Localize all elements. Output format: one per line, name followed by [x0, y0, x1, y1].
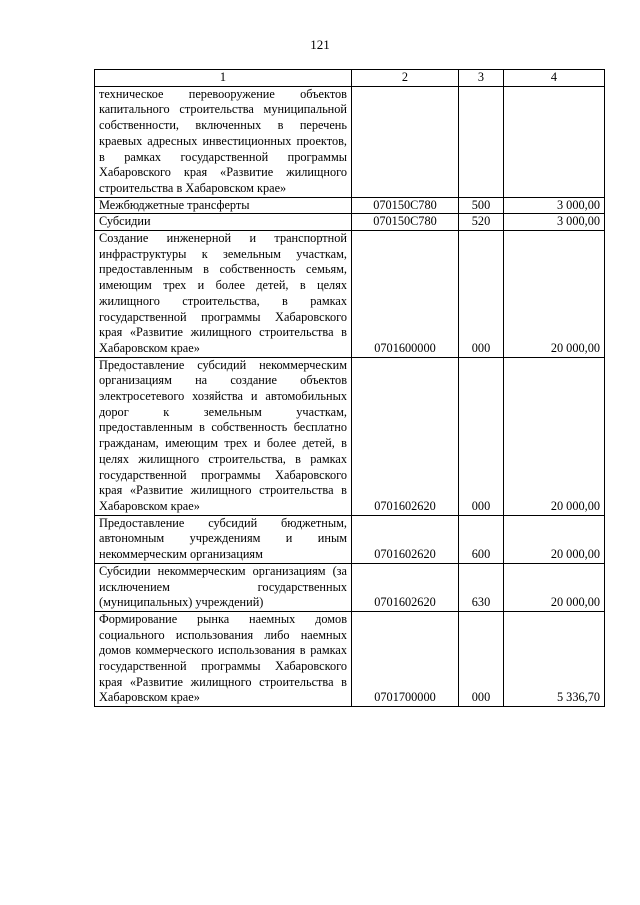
column-header-2: 2 [352, 70, 459, 87]
row-name: Предоставление субсидий некоммерческим организациям на создание объектов электросетевого хозяйства и автомобильных дорог к земельным участкам, предоставленным в собственность бесплатно гражданам, имеющим трех и более детей, в целях жилищного строительства, в рамках государственной программы Хабаровского края «Развитие жилищного строительства в Хабаровском крае» [95, 357, 352, 515]
row-name: Субсидии некоммерческим организациям (за исключением государственных (муниципальных) учреждений) [95, 563, 352, 611]
row-amount: 20 000,00 [504, 515, 605, 563]
table-row [95, 563, 605, 611]
table-row [95, 231, 605, 358]
row-kind: 630 [459, 563, 504, 611]
page-number: 121 [310, 37, 330, 52]
budget-table [94, 69, 605, 707]
column-header-1: 1 [95, 70, 352, 87]
row-name: Формирование рынка наемных домов социального использования либо наемных домов коммерческого использования в рамках государственной программы Хабаровского края «Развитие жилищного строительства в Хабаровском крае» [95, 611, 352, 706]
row-name: Субсидии [95, 214, 352, 231]
table-row [95, 197, 605, 214]
table-row [95, 515, 605, 563]
row-code: 0701602620 [352, 357, 459, 515]
row-kind [459, 86, 504, 197]
row-name: техническое перевооружение объектов капитального строительства муниципальной собственности, включенных в перечень краевых адресных инвестиционных проектов, в рамках государственной программы Хабаровского края «Развитие жилищного строительства в Хабаровском крае» [95, 86, 352, 197]
column-header-3: 3 [459, 70, 504, 87]
row-amount [504, 86, 605, 197]
row-amount: 20 000,00 [504, 357, 605, 515]
row-kind: 000 [459, 611, 504, 706]
row-name: Создание инженерной и транспортной инфраструктуры к земельным участкам, предоставленным в собственность семьям, имеющим трех и более детей, в целях жилищного строительства, в рамках государственной программы Хабаровского края «Развитие жилищного строительства в Хабаровском крае» [95, 231, 352, 358]
row-code: 0701602620 [352, 563, 459, 611]
row-code: 0701600000 [352, 231, 459, 358]
row-name: Межбюджетные трансферты [95, 197, 352, 214]
row-amount: 20 000,00 [504, 563, 605, 611]
row-code: 070150С780 [352, 197, 459, 214]
row-kind: 600 [459, 515, 504, 563]
row-kind: 000 [459, 357, 504, 515]
row-amount: 20 000,00 [504, 231, 605, 358]
table-row [95, 611, 605, 706]
table-row [95, 357, 605, 515]
row-name: Предоставление субсидий бюджетным, автономным учреждениям и иным некоммерческим организациям [95, 515, 352, 563]
row-code: 0701602620 [352, 515, 459, 563]
row-kind: 000 [459, 231, 504, 358]
table-row [95, 214, 605, 231]
row-amount: 3 000,00 [504, 197, 605, 214]
row-amount: 5 336,70 [504, 611, 605, 706]
row-kind: 500 [459, 197, 504, 214]
table-row [95, 86, 605, 197]
row-amount: 3 000,00 [504, 214, 605, 231]
row-code: 0701700000 [352, 611, 459, 706]
row-code: 070150С780 [352, 214, 459, 231]
column-header-4: 4 [504, 70, 605, 87]
row-code [352, 86, 459, 197]
row-kind: 520 [459, 214, 504, 231]
table-header-row [95, 70, 605, 87]
